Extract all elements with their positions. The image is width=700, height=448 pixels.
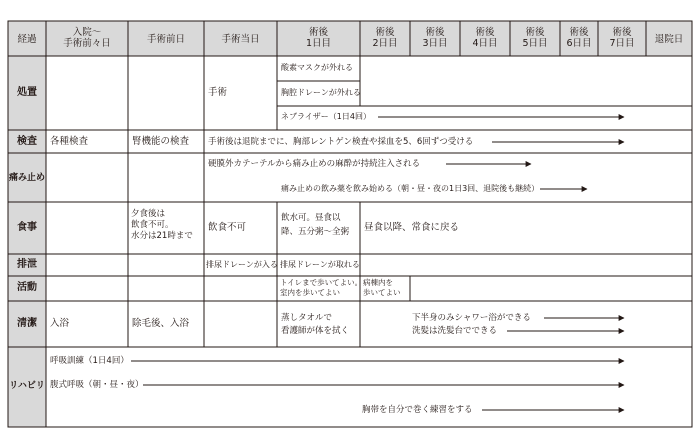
katsudo-post1: トイレまで歩いてよい。 室内を歩いてよい (280, 278, 363, 297)
shokuji-post1: 飲水可。昼食以 降、五分粥〜全粥 (281, 213, 350, 237)
shokuji-post2: 昼食以降、常食に戻る (364, 222, 460, 233)
header-preop-day: 手術前日 (146, 34, 185, 45)
label-column-bg (8, 56, 46, 427)
header-postop-3: 術後 3日目 (422, 27, 448, 49)
seiketsu-shower: 下半身のみシャワー浴ができる (412, 313, 531, 323)
row-label-shochi: 処置 (17, 87, 37, 98)
header-postop-5: 術後 5日目 (522, 27, 548, 49)
header-postop-7: 術後 7日目 (609, 27, 635, 49)
rihabiri-abdominal: 腹式呼吸（朝・昼・夜） (50, 380, 144, 390)
header-admission: 入院〜 手術前々日 (63, 27, 111, 49)
rihabiri-breath: 呼吸訓練（1日4回） (50, 356, 129, 366)
row-label-katsudo: 活動 (17, 282, 37, 293)
header-postop-2: 術後 2日目 (372, 27, 398, 49)
seiketsu-admit: 入浴 (50, 318, 70, 329)
row-label-shokuji: 食事 (17, 222, 37, 233)
rihabiri-band: 胸帯を自分で巻く練習をする (362, 405, 473, 415)
shochi-nebulizer: ネブライザー（1日4回） (281, 112, 371, 121)
katsudo-post2: 病棟内を 歩いてよい (363, 278, 401, 297)
row-label-haisetsu: 排泄 (17, 259, 37, 270)
header-surgery-day: 手術当日 (221, 34, 260, 45)
shokuji-preop: 夕食後は 飲食不可。 水分は21時まで (131, 209, 193, 241)
kensa-day: 手術後は退院までに、胸部レントゲン検査や採血を5、6回ずつ受ける (208, 137, 474, 147)
itami-epidural: 硬膜外カテーテルから痛み止めの麻酔が持続注入される (208, 159, 421, 169)
row-label-kensa: 検査 (17, 136, 37, 147)
header-postop-1: 術後 1日目 (305, 27, 332, 49)
header-postop-6: 術後 6日目 (566, 27, 592, 49)
shokuji-day: 飲食不可 (208, 222, 247, 233)
header-keika: 経過 (17, 34, 37, 45)
shochi-surgery: 手術 (208, 87, 228, 98)
row-label-itami: 痛み止め (8, 173, 45, 183)
shochi-drain: 胸腔ドレーンが外れる (281, 88, 361, 97)
row-label-seiketsu: 清潔 (17, 318, 37, 329)
itami-oral: 痛み止めの飲み薬を飲み始める（朝・昼・夜の1日3回、退院後も継続） (281, 184, 540, 193)
row-label-rihabiri: リハビリ (9, 381, 45, 391)
header-discharge: 退院日 (654, 34, 684, 45)
kensa-preop: 腎機能の検査 (132, 136, 190, 147)
shochi-oxygen: 酸素マスクが外れる (281, 63, 353, 72)
seiketsu-post1: 蒸しタオルで 看護師が体を拭く (281, 313, 350, 336)
header-postop-4: 術後 4日目 (472, 27, 498, 49)
kensa-admit: 各種検査 (50, 136, 89, 147)
haisetsu-day: 排尿ドレーンが入る (206, 260, 278, 269)
haisetsu-post1: 排尿ドレーンが取れる (280, 260, 360, 269)
seiketsu-hair: 洗髪は洗髪台でできる (412, 326, 498, 336)
seiketsu-preop: 除毛後、入浴 (132, 318, 190, 329)
